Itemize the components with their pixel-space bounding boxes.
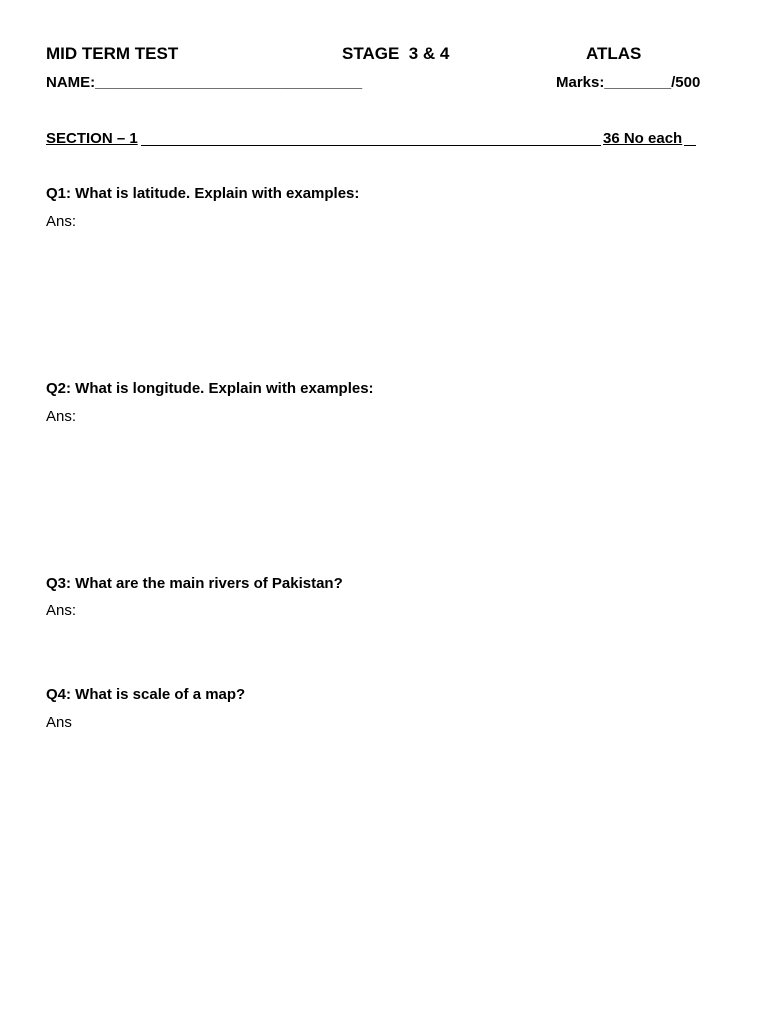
section-header: [46, 130, 696, 150]
test-title: MID TERM TEST: [46, 44, 179, 63]
section-rule: [141, 145, 601, 146]
question-3: Q3: What are the main rivers of Pakistan?: [46, 575, 343, 592]
section-title: SECTION – 1: [46, 130, 138, 147]
answer-label-3: Ans:: [46, 602, 77, 619]
subject-label: ATLAS: [586, 44, 642, 63]
section-marks: 36 No each: [603, 130, 683, 147]
section-rule-tail: [684, 145, 696, 146]
question-1: Q1: What is latitude. Explain with examples:: [46, 185, 360, 202]
marks-line: Marks:________/500: [556, 74, 701, 91]
answer-label-4: Ans: [46, 714, 72, 731]
question-4: Q4: What is scale of a map?: [46, 686, 246, 703]
stage-label: STAGE 3 & 4: [342, 44, 450, 63]
answer-label-2: Ans:: [46, 408, 77, 425]
answer-label-1: Ans:: [46, 213, 77, 230]
question-2: Q2: What is longitude. Explain with examples:: [46, 380, 374, 397]
name-line: NAME:________________________________: [46, 74, 363, 91]
